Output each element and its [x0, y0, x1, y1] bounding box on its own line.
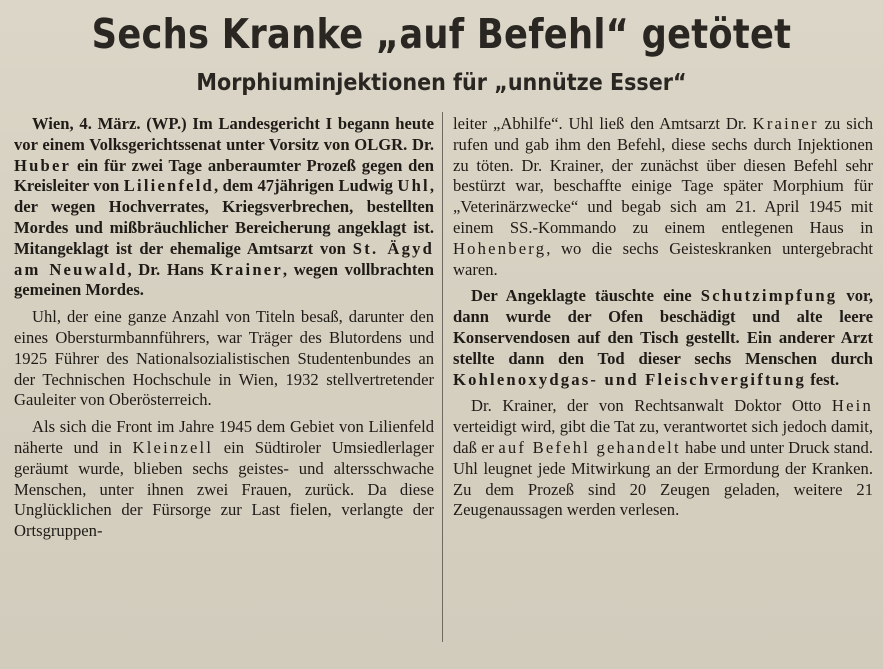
paragraph-text: Als sich die Front im Jahre 1945 dem Gebiet von Lilienfeld näherte und in — [14, 417, 434, 457]
term-auf-befehl: auf Befehl gehandelt — [498, 437, 681, 457]
paragraph-text: Dr. Krainer, der von Rechtsanwalt Doktor Otto — [471, 396, 822, 416]
paragraph-text: ein Südtiroler Umsiedlerlager geräumt wurde, blieben sechs geistes- und altersschwache Menschen, unter ihnen zwei Frauen, zurück. Da diese Unglücklichen der Fürsorge zur Last fielen, verlangte der Ortsgruppen- — [14, 437, 434, 541]
place-kleinzell: Kleinzell — [132, 437, 214, 457]
paragraph-text: Der Angeklagte täuschte eine — [471, 286, 692, 306]
headline: Sechs Kranke „auf Befehl“ getötet — [91, 10, 792, 58]
paragraph-text: verteidigt wird, gibt die Tat zu, verantwortet sich jedoch damit, daß er — [453, 417, 873, 457]
article-paragraph-2: Uhl, der eine ganze Anzahl von Titeln besaß, darunter den eines Obersturmbannführers, war Träger des Blutordens und 1925 Führer des Nationalsozialistischen Studentenbundes an der Technischen Hochschule in Wien, 1932 stellvertretender Gauleiter von Oberösterreich. — [14, 307, 434, 410]
article-paragraph-3 — [14, 417, 434, 542]
paragraph-text: vor, dann wurde der Ofen beschädigt und alte leere Konservendosen auf den Tisch gestellt. Ein anderer Arzt stellte dann den Tod dieser sechs Menschen durch — [453, 286, 873, 368]
paragraph-text: , Dr. Hans — [127, 259, 204, 279]
article-paragraph-5 — [453, 286, 873, 390]
paragraph-text: ein für zwei Tage anberaumter Prozeß gegen den Kreisleiter von — [14, 155, 434, 196]
right-column — [453, 114, 873, 527]
article-paragraph-4 — [453, 114, 873, 280]
term-schutzimpfung: Schutzimpfung — [700, 286, 838, 306]
paragraph-text: , dem 47jährigen Ludwig — [213, 176, 393, 196]
paragraph-text: , wegen vollbrachten gemeinen Mordes. — [14, 259, 434, 300]
defendant-krainer: Krainer — [210, 259, 283, 279]
place-lilienfeld: Lilienfeld — [123, 176, 214, 196]
paragraph-text: leiter „Abhilfe“. Uhl ließ den Amtsarzt Dr. — [453, 114, 747, 133]
paragraph-text: , wo die sechs Geisteskranken untergebracht waren. — [453, 238, 873, 279]
paragraph-text: fest. — [810, 369, 840, 389]
article-paragraph-6 — [453, 396, 873, 521]
defendant-uhl: Uhl — [397, 176, 430, 196]
paragraph-text: , der wegen Hochverrates, Kriegsverbrechen, bestellten Mordes und mißbräuchlicher Bereicherung angeklagt ist. Mitangeklagt ist der ehemalige Amtsarzt von — [14, 176, 434, 258]
judge-name: Huber — [14, 155, 72, 175]
paragraph-text: habe und unter Druck stand. Uhl leugnet jede Mitwirkung an der Ermordung der Kranken. Zu dem Prozeß sind 20 Zeugen geladen, weitere 21 Zeugenaussagen werden verlesen. — [453, 437, 873, 520]
dateline-text: Wien, 4. März. (WP.) Im Landesgericht I begann heute vor einem Volksgerichtssenat unter Vorsitz von OLGR. Dr. — [14, 114, 434, 154]
lawyer-hein: Hein — [831, 396, 873, 416]
left-column — [14, 114, 434, 548]
article-paragraph-1 — [14, 114, 434, 301]
column-divider — [442, 112, 443, 642]
place-st-aegyd: St. Ägyd am Neuwald — [14, 238, 434, 279]
defendant-krainer: Krainer — [752, 114, 819, 133]
term-cause-of-death: Kohlenoxydgas- und Fleischvergiftung — [453, 369, 807, 389]
paragraph-text: zu sich rufen und gab ihm den Befehl, diese sechs durch Injektionen zu töten. Dr. Krainer, der zunächst über diesen Befehl sehr bestürzt war, beschaffte einige Tage später Morphium für „Veterinärzwecke“ und begab sich am 21. April 1945 mit einem SS.-Kommando zu einem entlegenen Haus in — [453, 114, 874, 237]
subheadline: Morphiuminjektionen für „unnütze Esser“ — [196, 70, 687, 96]
place-hohenberg: Hohenberg — [453, 238, 547, 258]
